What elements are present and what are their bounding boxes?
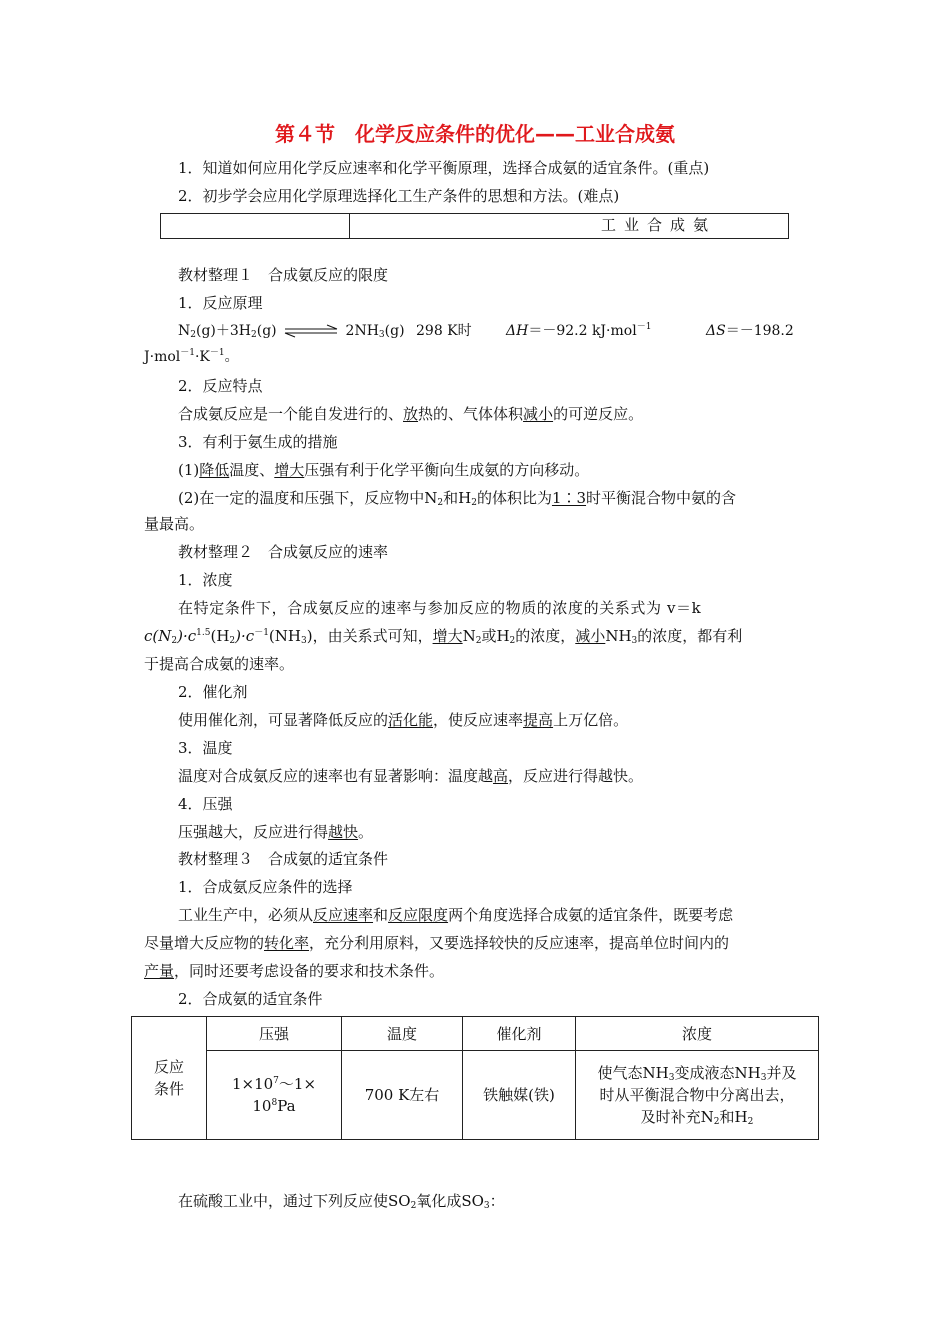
text: (NH <box>268 627 301 645</box>
text: 时平衡混合物中氨的含 <box>586 489 737 507</box>
text: )·c <box>235 627 255 645</box>
answer-blank: 活化能 <box>388 711 434 729</box>
exp: 8 <box>271 1098 278 1108</box>
topic-frame <box>160 213 789 239</box>
temperature-text <box>178 766 643 786</box>
text: 的浓度，都有利 <box>637 627 743 645</box>
answer-blank: 增大 <box>432 627 463 645</box>
text: 温度对合成氨反应的速率也有显著影响：温度越 <box>178 767 494 785</box>
eq-text: N <box>178 323 191 339</box>
concentration-heading: 1．浓度 <box>178 571 233 589</box>
section1-heading: 教材整理１ 合成氨反应的限度 <box>178 266 389 284</box>
text: 使气态NH <box>597 1064 669 1082</box>
selection-heading: 1．合成氨反应条件的选择 <box>178 878 353 896</box>
answer-blank: 1∶3 <box>551 489 587 507</box>
header-catalyst: 催化剂 <box>463 1017 576 1051</box>
selection-line-2 <box>144 933 729 953</box>
text: (1) <box>178 461 200 479</box>
pressure-text <box>178 822 373 842</box>
header-temperature: 温度 <box>342 1017 463 1051</box>
text: )，由关系式可知， <box>306 627 433 645</box>
reaction-equation: $N_2(g)+3H_2(g)$ $2NH_3(g)$ <box>178 323 405 340</box>
text: 压强有利于化学平衡向生成氨的方向移动。 <box>304 461 590 479</box>
measure-2: (2)在一定的温度和压强下，反应物中$N_2$和$H_2$的体积比为1∶3时平衡混合物中氨的含 <box>178 489 737 508</box>
answer-blank: 降低 <box>199 461 230 479</box>
table-row <box>132 1051 819 1140</box>
measures-heading: 3．有利于氨生成的措施 <box>178 433 338 451</box>
text: ： <box>489 1192 505 1210</box>
text: 及时补充N <box>640 1108 714 1126</box>
answer-blank: 减小 <box>523 405 554 423</box>
answer-blank: 反应限度 <box>388 906 449 924</box>
conc-line-2: 时从平衡混合物中分离出去， <box>599 1086 795 1104</box>
cell-catalyst: 铁触媒(铁) <box>463 1051 576 1140</box>
text: (2)在一定的温度和压强下，反应物中N <box>178 489 438 507</box>
dh-symbol: ΔH <box>506 323 529 339</box>
unit-text: J·mol <box>144 349 181 365</box>
exp: 7 <box>273 1076 279 1086</box>
text: N <box>462 627 476 645</box>
pressure-line-1 <box>211 1073 337 1095</box>
selection-line-1 <box>178 905 733 925</box>
catalyst-text <box>178 710 628 730</box>
text: 的体积比为 <box>476 489 552 507</box>
delta-h <box>506 321 651 341</box>
text: 压强越大，反应进行得 <box>178 823 329 841</box>
text: 使用催化剂，可显著降低反应的 <box>178 711 389 729</box>
conc-line-1: 使气态$NH_3$变成液态$NH_3$并及 <box>597 1064 797 1083</box>
row-header-cell <box>132 1017 207 1140</box>
page-title: 第４节 化学反应条件的优化——工业合成氨 <box>275 122 675 146</box>
measure-2-cont: 量最高。 <box>144 515 205 533</box>
text: 上万亿倍。 <box>553 711 629 729</box>
header-pressure: 压强 <box>207 1017 342 1051</box>
text: 。 <box>358 823 374 841</box>
equilibrium-arrow-icon <box>283 324 339 338</box>
text: 和 <box>373 906 389 924</box>
answer-blank: 转化率 <box>264 934 310 952</box>
text: )·c <box>177 627 197 645</box>
text: 工业生产中，必须从 <box>178 906 314 924</box>
answer-blank: 减小 <box>575 627 606 645</box>
objective-1: 1．知道如何应用化学反应速率和化学平衡原理，选择合成氨的适宜条件。(重点) <box>178 159 710 177</box>
text: 氧化成SO <box>416 1192 484 1210</box>
eq-text: (g)＋3H <box>195 323 251 339</box>
eq-condition: 298 K时 <box>416 323 472 339</box>
conditions-table <box>131 1016 819 1140</box>
text: ，充分利用原料，又要选择较快的反应速率，提高单位时间内的 <box>309 934 730 952</box>
text: (H <box>210 627 230 645</box>
answer-blank: 越快 <box>328 823 359 841</box>
text: 合成氨反应是一个能自发进行的、 <box>178 405 404 423</box>
text: 和H <box>443 489 472 507</box>
catalyst-heading: 2．催化剂 <box>178 683 248 701</box>
unit-text: ·K <box>194 349 210 365</box>
frame-divider <box>349 214 350 238</box>
text: 尽量增大反应物的 <box>144 934 265 952</box>
text: 并及 <box>766 1064 797 1082</box>
text: 变成液态NH <box>674 1064 761 1082</box>
unit-text: 。 <box>224 349 239 365</box>
text: 温度、 <box>229 461 275 479</box>
concentration-line-1: 在特定条件下，合成氨反应的速率与参加反应的物质的浓度的关系式为 v＝k <box>178 599 702 617</box>
text: 热的、气体体积 <box>418 405 524 423</box>
table-header-row <box>132 1017 819 1051</box>
text: 两个角度选择合成氨的适宜条件，既要考虑 <box>448 906 734 924</box>
measure-1 <box>178 460 589 480</box>
text: ，反应进行得越快。 <box>508 767 644 785</box>
text: c(N <box>144 627 172 645</box>
delta-s <box>706 321 794 341</box>
pressure-line-2 <box>211 1095 337 1117</box>
ds-value: ＝－198.2 <box>725 323 794 339</box>
dh-exp: －1 <box>636 322 652 332</box>
text: 的浓度， <box>515 627 576 645</box>
reaction-features-text <box>178 404 643 424</box>
text: 1×10 <box>231 1075 274 1093</box>
cell-pressure <box>207 1051 342 1140</box>
selection-line-3 <box>144 961 444 981</box>
conc-line-3: 及时补充$N_2$和$H_2$ <box>640 1108 754 1127</box>
footer-question: 在硫酸工业中，通过下列反应使$SO_2$氧化成$SO_3$： <box>178 1192 505 1211</box>
text: 在硫酸工业中，通过下列反应使SO <box>178 1192 411 1210</box>
cell-concentration <box>576 1051 819 1140</box>
answer-blank: 高 <box>493 767 509 785</box>
answer-blank: 产量 <box>144 962 175 980</box>
frame-label: 工业合成氨 <box>601 216 717 234</box>
answer-blank: 反应速率 <box>313 906 374 924</box>
objective-2: 2．初步学会应用化学原理选择化工生产条件的思想和方法。(难点) <box>178 187 620 205</box>
text: 10 <box>252 1097 272 1115</box>
ds-symbol: ΔS <box>706 323 726 339</box>
text: ，同时还要考虑设备的要求和技术条件。 <box>174 962 445 980</box>
section3-heading: 教材整理３ 合成氨的适宜条件 <box>178 850 389 868</box>
text: 和H <box>719 1108 748 1126</box>
eq-text: (g) <box>384 323 405 339</box>
concentration-line-3: 于提高合成氨的速率。 <box>144 655 295 673</box>
temperature-heading: 3．温度 <box>178 739 233 757</box>
reaction-features-heading: 2．反应特点 <box>178 377 263 395</box>
header-concentration: 浓度 <box>576 1017 819 1051</box>
section2-heading: 教材整理２ 合成氨反应的速率 <box>178 543 389 561</box>
dh-value: ＝－92.2 kJ·mol <box>528 323 637 339</box>
row-header-text: 条件 <box>153 1080 184 1098</box>
text: ～1× <box>278 1075 317 1093</box>
exp: 1.5 <box>196 628 211 638</box>
text: 或H <box>481 627 510 645</box>
text: ，使反应速率 <box>433 711 524 729</box>
eq-text: 2NH <box>345 323 379 339</box>
unit-exp: －1 <box>180 348 195 358</box>
exp: －1 <box>254 628 269 638</box>
pressure-heading: 4．压强 <box>178 795 233 813</box>
cell-temperature: 700 K左右 <box>342 1051 463 1140</box>
text: NH <box>605 627 632 645</box>
answer-blank: 增大 <box>274 461 305 479</box>
row-header-text: 反应 <box>153 1058 184 1076</box>
unit-exp: －1 <box>209 348 225 358</box>
answer-blank: 放 <box>403 405 419 423</box>
text: 的可逆反应。 <box>553 405 644 423</box>
suitable-conditions-heading: 2．合成氨的适宜条件 <box>178 990 323 1008</box>
concentration-line-2: $c(N_2)\cdot c^{1.5}(H_2)\cdot c^{-1}(NH_3)$，由关系式可知，增大$N_2$或$H_2$的浓度，减小$NH_3$的浓度，都有利 <box>144 627 743 646</box>
reaction-principle-heading: 1．反应原理 <box>178 294 263 312</box>
eq-text: (g) <box>256 323 277 339</box>
answer-blank: 提高 <box>523 711 554 729</box>
text: Pa <box>277 1097 296 1115</box>
delta-s-units <box>144 347 239 367</box>
